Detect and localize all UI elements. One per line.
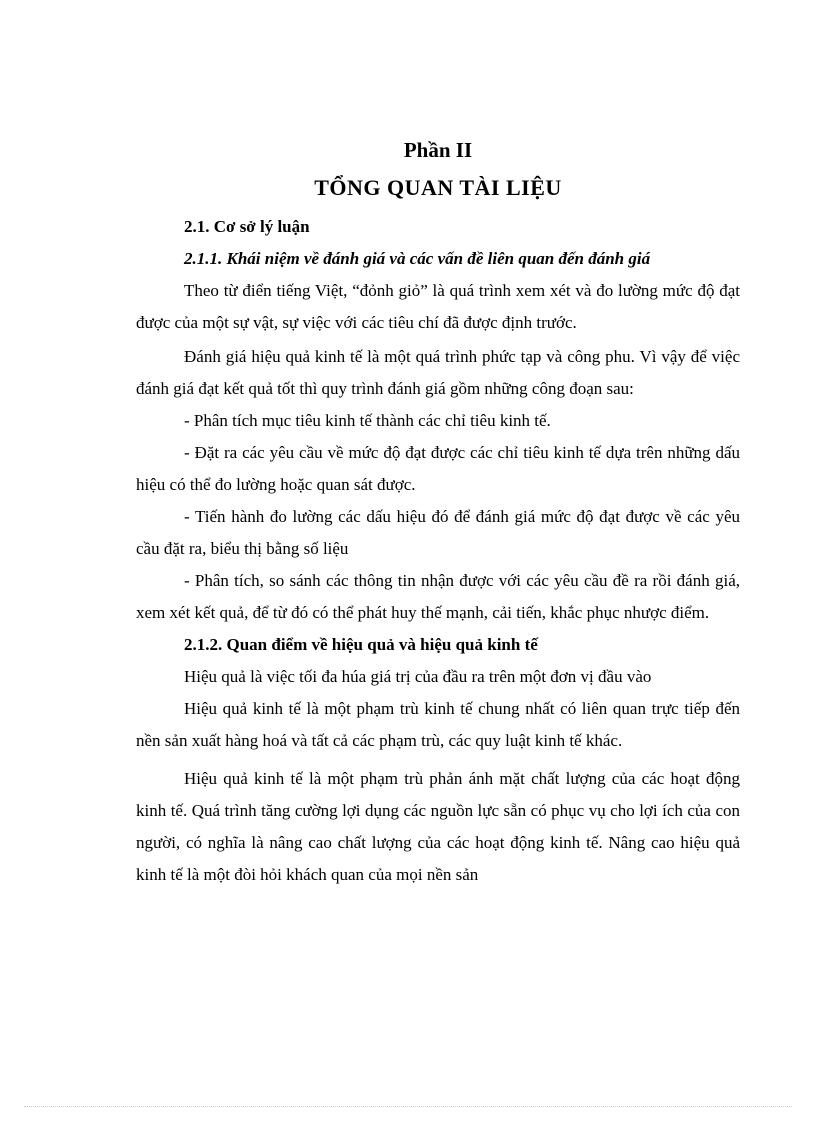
list-item: - Phân tích, so sánh các thông tin nhận được với các yêu cầu đề ra rồi đánh giá, xem xét kết quả, để từ đó có thể phát huy thế mạnh, cải tiến, khắc phục nhược điểm.: [136, 571, 740, 622]
paragraph: Theo từ điển tiếng Việt, “đỏnh giỏ” là quá trình xem xét và đo lường mức độ đạt được của một sự vật, sự việc với các tiêu chí đã được định trước.: [136, 281, 740, 332]
page-bottom-divider: [24, 1106, 792, 1107]
paragraph: Đánh giá hiệu quả kinh tế là một quá trình phức tạp và công phu. Vì vậy để việc đánh giá đạt kết quả tốt thì quy trình đánh giá gồm những công đoạn sau:: [136, 347, 740, 398]
list-item: - Đặt ra các yêu cầu về mức độ đạt được các chỉ tiêu kinh tế dựa trên những dấu hiệu có thể đo lường hoặc quan sát được.: [136, 443, 740, 494]
paragraph: Hiệu quả kinh tế là một phạm trù phản ánh mặt chất lượng của các hoạt động kinh tế. Quá trình tăng cường lợi dụng các nguồn lực sẵn có phục vụ cho lợi ích của con người, có nghĩa là nâng cao chất lượng của các hoạt động kinh tế. Nâng cao hiệu quả kinh tế là một đòi hỏi khách quan của mọi nền sản: [136, 769, 740, 884]
document-page: [136, 128, 740, 891]
section-heading-2-1: 2.1. Cơ sở lý luận: [184, 217, 310, 236]
chapter-title: TỔNG QUAN TÀI LIỆU: [314, 175, 562, 200]
section-heading-2-1-1: 2.1.1. Khái niệm về đánh giá và các vấn đề liên quan đến đánh giá: [184, 249, 651, 268]
paragraph: Hiệu quả là việc tối đa húa giá trị của đầu ra trên một đơn vị đầu vào: [184, 667, 652, 686]
part-title: Phần II: [403, 138, 473, 162]
list-item: - Tiến hành đo lường các dấu hiệu đó để đánh giá mức độ đạt được về các yêu cầu đặt ra, biểu thị bằng số liệu: [136, 507, 740, 558]
paragraph: Hiệu quả kinh tế là một phạm trù kinh tế chung nhất có liên quan trực tiếp đến nền sản xuất hàng hoá và tất cả các phạm trù, các quy luật kinh tế khác.: [136, 699, 740, 750]
list-item: - Phân tích mục tiêu kinh tế thành các chỉ tiêu kinh tế.: [184, 411, 551, 430]
section-heading-2-1-2: 2.1.2. Quan điểm về hiệu quả và hiệu quả kinh tế: [184, 635, 538, 654]
